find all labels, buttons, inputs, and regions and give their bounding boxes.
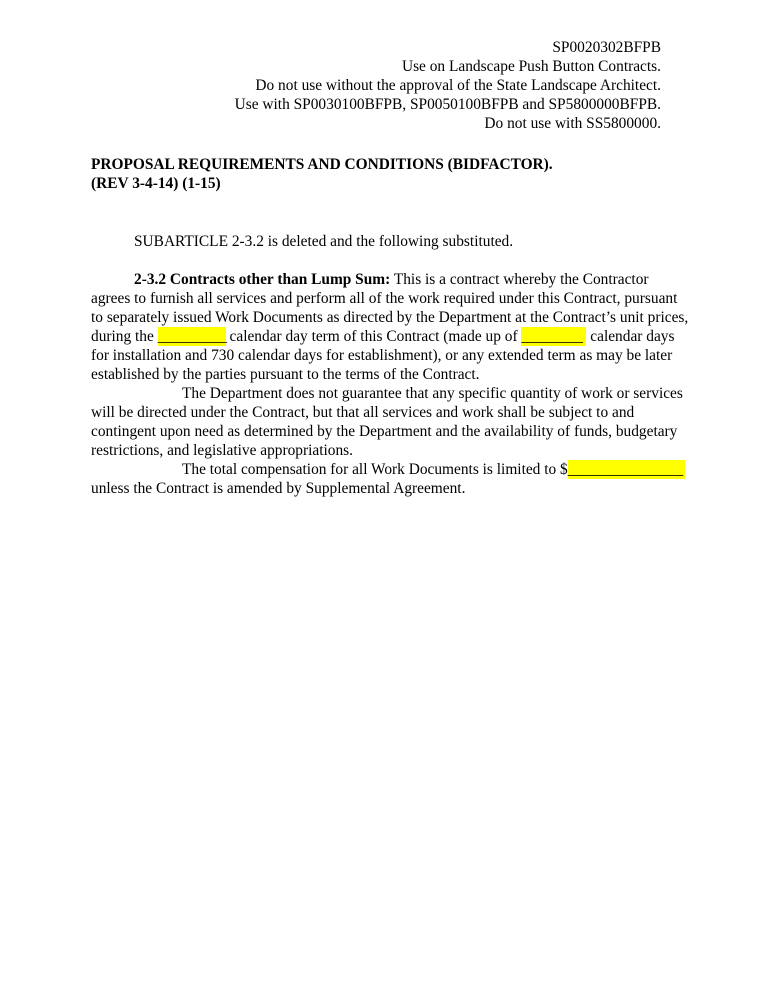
installation-days-blank[interactable]: ________ [521, 327, 586, 346]
title-revision: (REV 3-4-14) (1-15) [91, 175, 221, 192]
paragraph-1-line-1: 2-3.2 Contracts other than Lump Sum: This is a contract whereby the Contractor [134, 271, 649, 288]
paragraph-1-line-5: for installation and 730 calendar days for establishment), or any extended term as may be later [91, 347, 673, 364]
section-heading: 2-3.2 Contracts other than Lump Sum: [134, 271, 391, 288]
paragraph-1-line-6: established by the parties pursuant to the terms of the Contract. [91, 366, 480, 383]
document-header [235, 38, 661, 133]
paragraph-2-line-3: contingent upon need as determined by the Department and the availability of funds, budgetary [91, 423, 678, 440]
subarticle-body [91, 270, 689, 498]
paragraph-1-line-2: agrees to furnish all services and perform all of the work required under this Contract, pursuant [91, 290, 678, 307]
intro-paragraph: SUBARTICLE 2-3.2 is deleted and the following substituted. [134, 233, 514, 250]
header-code: SP0020302BFPB [552, 39, 661, 56]
paragraph-3-line-2: unless the Contract is amended by Supplemental Agreement. [91, 480, 466, 497]
paragraph-2-line-4: restrictions, and legislative appropriations. [91, 442, 354, 459]
paragraph-2-line-2: will be directed under the Contract, but that all services and work shall be subject to and [91, 404, 635, 421]
paragraph-3-line-1: The total compensation for all Work Documents is limited to $_______________ [182, 461, 684, 478]
header-use-with-note: Use with SP0030100BFPB, SP0050100BFPB and SP5800000BFPB. [234, 96, 661, 113]
header-approval-note: Do not use without the approval of the State Landscape Architect. [255, 77, 661, 94]
document-title [91, 155, 553, 193]
paragraph-1-line-4: during the _________ calendar day term of this Contract (made up of ________ calendar days [91, 328, 675, 345]
term-days-blank[interactable]: _________ [157, 328, 227, 345]
paragraph-1-line-3: to separately issued Work Documents as directed by the Department at the Contract’s unit prices, [91, 309, 689, 326]
header-usage-note: Use on Landscape Push Button Contracts. [401, 58, 661, 75]
paragraph-2-line-1: The Department does not guarantee that any specific quantity of work or services [182, 385, 683, 402]
header-do-not-use-note: Do not use with SS5800000. [484, 115, 661, 132]
title-main: PROPOSAL REQUIREMENTS AND CONDITIONS (BIDFACTOR). [91, 156, 553, 173]
compensation-amount-blank[interactable]: _______________ [567, 461, 684, 478]
